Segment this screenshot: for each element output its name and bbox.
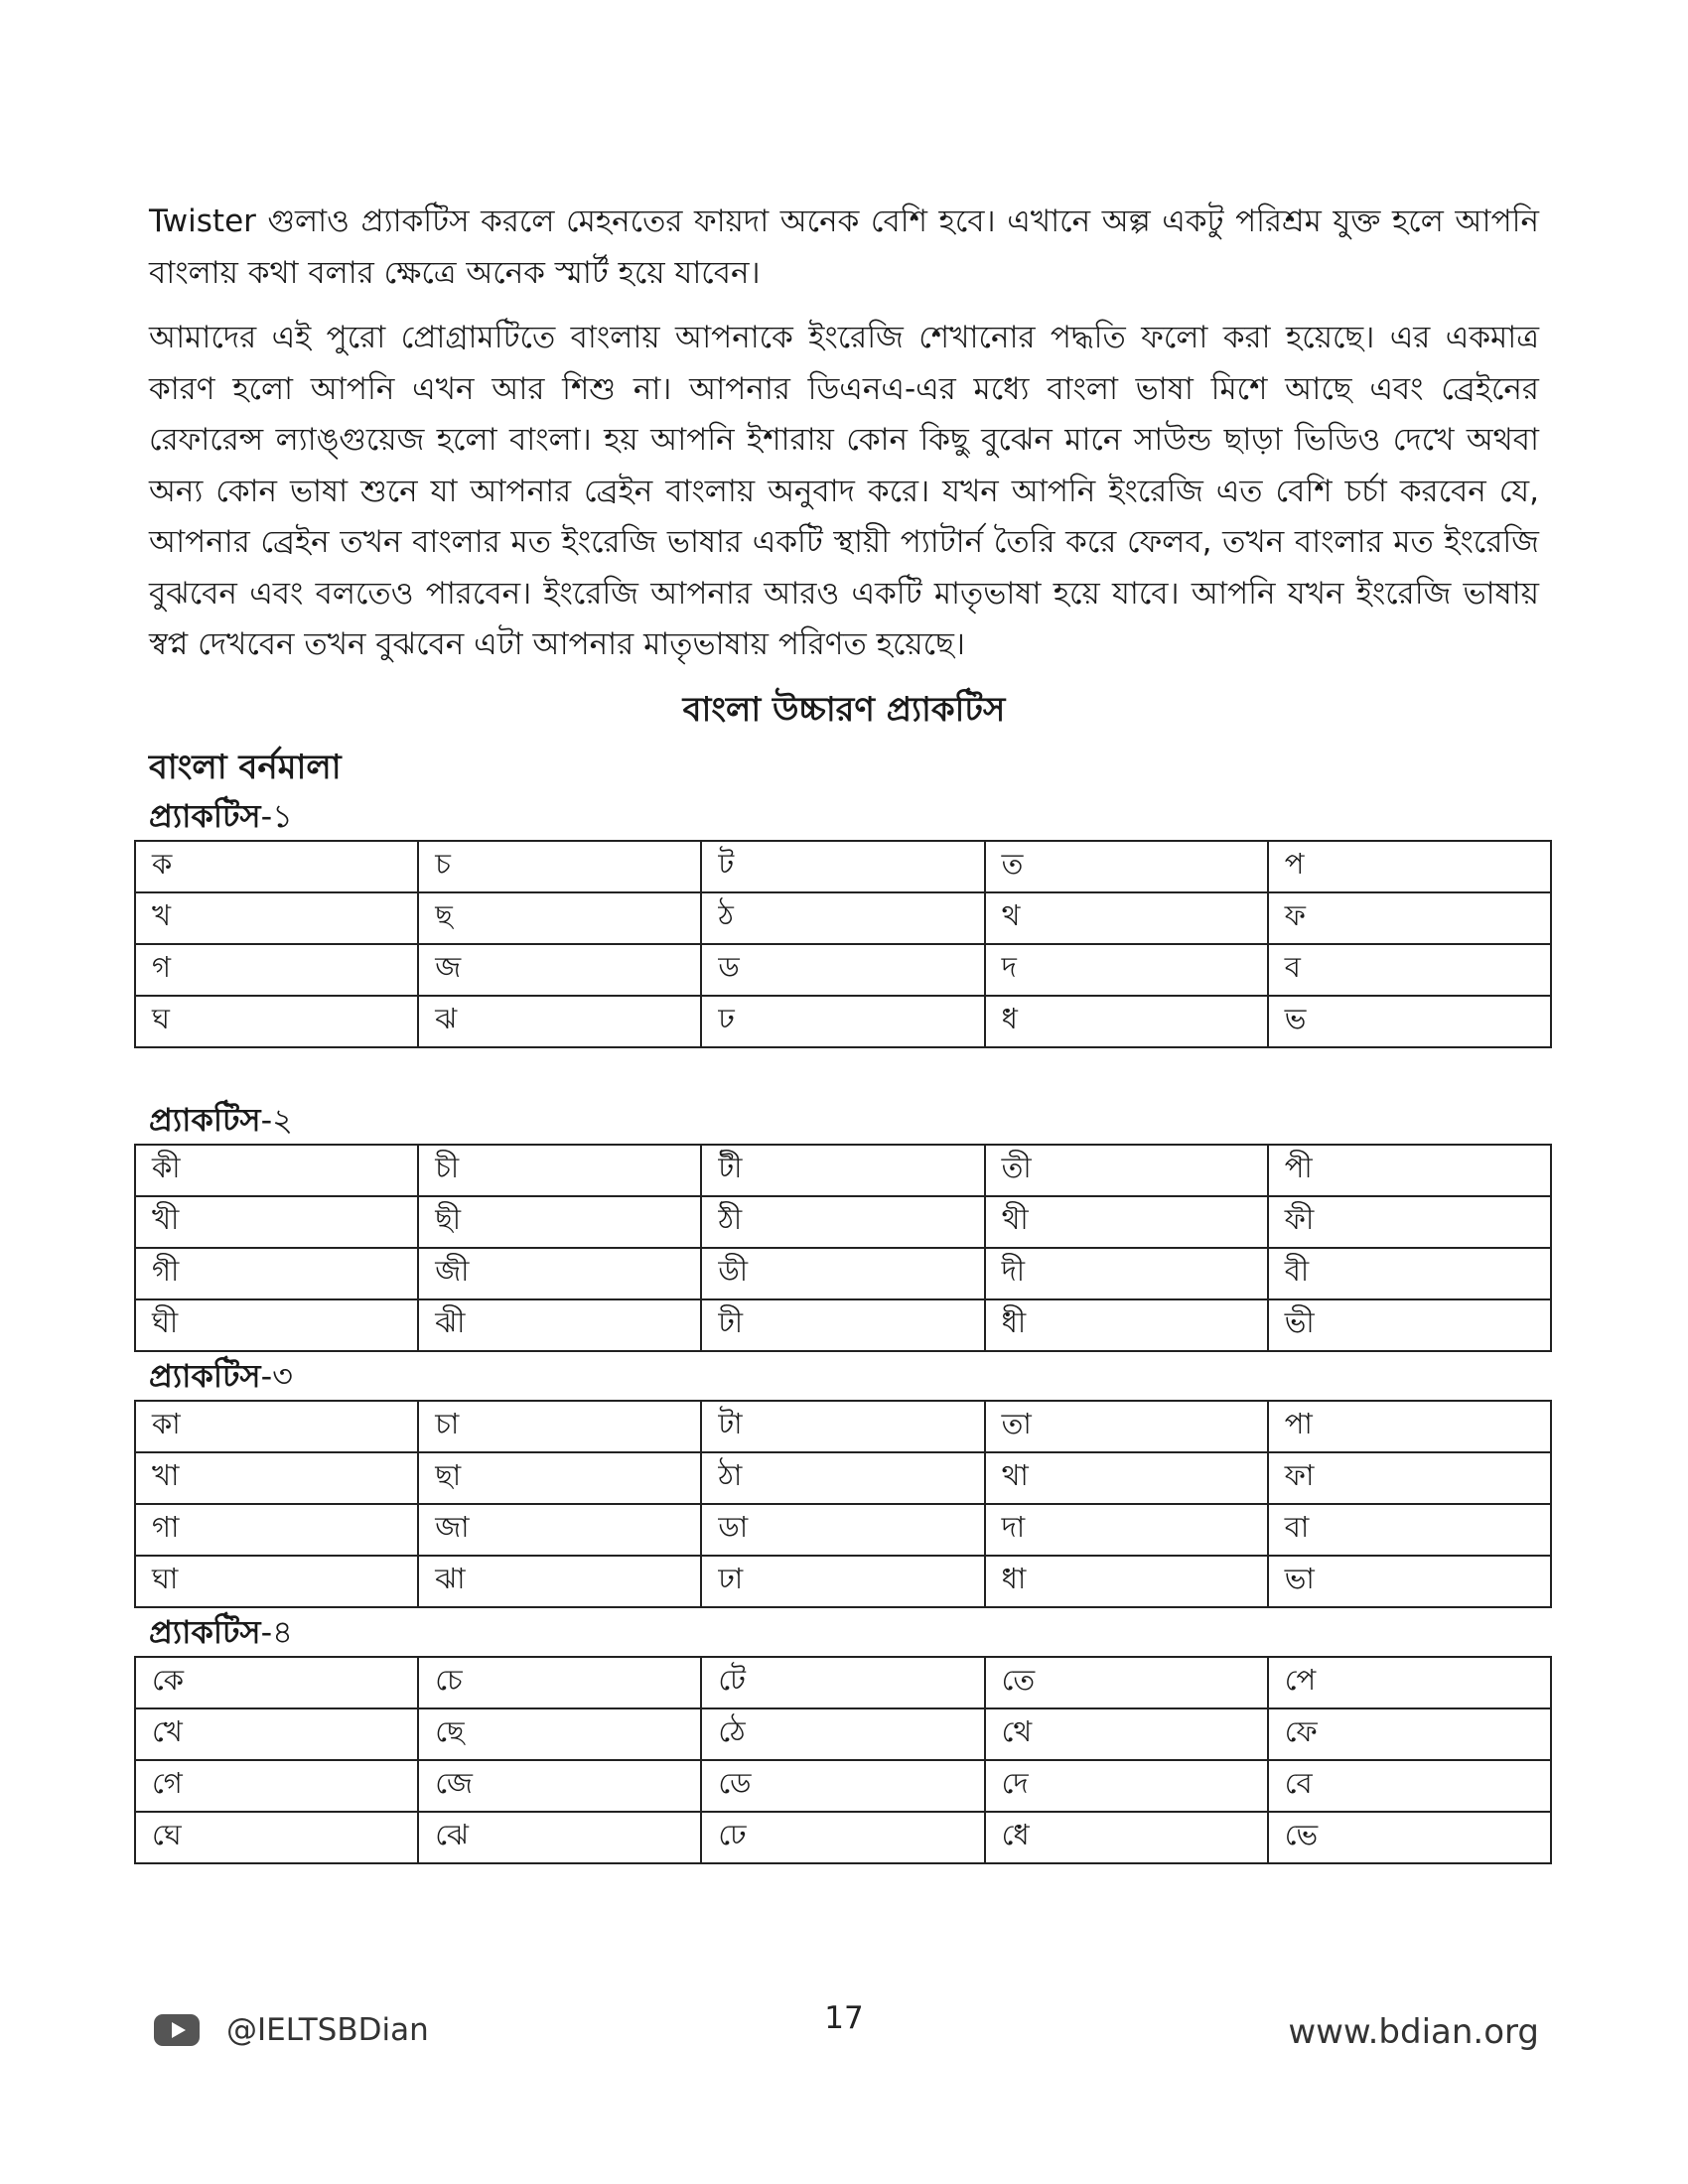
- practice-label-word: প্র্যাকটিস: [149, 1612, 261, 1651]
- table-row: [135, 1657, 1551, 1708]
- table-cell: ঠী: [701, 1196, 984, 1248]
- practice-label-word: প্র্যাকটিস: [149, 1100, 261, 1139]
- table-cell: দে: [985, 1760, 1268, 1812]
- table-cell: ফ: [1268, 892, 1551, 944]
- table-cell: ছী: [418, 1196, 701, 1248]
- table-row: [135, 996, 1551, 1047]
- table-cell: গী: [135, 1248, 418, 1299]
- table-row: [135, 1812, 1551, 1863]
- practice-label-number: -৪: [260, 1612, 293, 1651]
- table-cell: ফা: [1268, 1452, 1551, 1504]
- spacer: [149, 1048, 1539, 1096]
- table-cell: ঝা: [418, 1556, 701, 1607]
- table-cell: ঠ: [701, 892, 984, 944]
- table-cell: কী: [135, 1145, 418, 1196]
- table-cell: ছ: [418, 892, 701, 944]
- table-row: [135, 1145, 1551, 1196]
- table-cell: ছে: [418, 1708, 701, 1760]
- table-cell: ঠে: [701, 1708, 984, 1760]
- table-cell: ভী: [1268, 1299, 1551, 1351]
- table-cell: চ: [418, 841, 701, 892]
- table-cell: তা: [985, 1401, 1268, 1452]
- table-cell: পে: [1268, 1657, 1551, 1708]
- table-cell: পা: [1268, 1401, 1551, 1452]
- table-row: [135, 1196, 1551, 1248]
- table-cell: থী: [985, 1196, 1268, 1248]
- table-cell: ছা: [418, 1452, 701, 1504]
- table-cell: জ: [418, 944, 701, 996]
- website-link[interactable]: www.bdian.org: [1288, 2012, 1539, 2052]
- table-cell: ক: [135, 841, 418, 892]
- table-cell: ড: [701, 944, 984, 996]
- table-cell: ধা: [985, 1556, 1268, 1607]
- channel-handle[interactable]: @IELTSBDian: [226, 2012, 429, 2048]
- table-cell: ঝে: [418, 1812, 701, 1863]
- table-cell: ডী: [701, 1248, 984, 1299]
- table-cell: থা: [985, 1452, 1268, 1504]
- table-cell: খে: [135, 1708, 418, 1760]
- practice-label-word: প্র্যাকটিস: [149, 796, 261, 835]
- table-cell: ব: [1268, 944, 1551, 996]
- table-row: [135, 1708, 1551, 1760]
- table-cell: দা: [985, 1504, 1268, 1556]
- table-cell: বে: [1268, 1760, 1551, 1812]
- table-cell: ফে: [1268, 1708, 1551, 1760]
- practice-label-3: [149, 1352, 1539, 1400]
- table-cell: টী: [701, 1145, 984, 1196]
- table-cell: খ: [135, 892, 418, 944]
- table-cell: জা: [418, 1504, 701, 1556]
- table-cell: ঠা: [701, 1452, 984, 1504]
- table-cell: থ: [985, 892, 1268, 944]
- table-cell: ঢে: [701, 1812, 984, 1863]
- table-cell: ঢ: [701, 996, 984, 1047]
- practice-table-3: [134, 1400, 1552, 1608]
- table-row: [135, 841, 1551, 892]
- intro-paragraph-1: Twister গুলাও প্র্যাকটিস করলে মেহনতের ফায়দা অনেক বেশি হবে। এখানে অল্প একটু পরিশ্রম যুক্ত হলে আপনি বাংলায় কথা বলার ক্ষেত্রে অনেক স্মার্ট হয়ে যাবেন।: [149, 204, 1539, 291]
- practice-table-2: [134, 1144, 1552, 1352]
- practice-label-1: [149, 792, 1539, 840]
- table-row: [135, 944, 1551, 996]
- practice-label-number: -২: [260, 1100, 293, 1139]
- table-cell: ধে: [985, 1812, 1268, 1863]
- table-cell: চা: [418, 1401, 701, 1452]
- table-cell: তে: [985, 1657, 1268, 1708]
- table-row: [135, 1299, 1551, 1351]
- table-cell: গে: [135, 1760, 418, 1812]
- practice-label-2: [149, 1096, 1539, 1144]
- table-cell: ধী: [985, 1299, 1268, 1351]
- subsection-title: বাংলা বর্নমালা: [149, 747, 342, 787]
- table-cell: ত: [985, 841, 1268, 892]
- table-cell: ফী: [1268, 1196, 1551, 1248]
- table-cell: ঝ: [418, 996, 701, 1047]
- table-cell: ভ: [1268, 996, 1551, 1047]
- section-title: বাংলা উচ্চারণ প্র্যাকটিস: [682, 689, 1006, 730]
- table-cell: তী: [985, 1145, 1268, 1196]
- table-cell: ঢা: [701, 1556, 984, 1607]
- page-number: 17: [824, 2000, 864, 2036]
- table-cell: থে: [985, 1708, 1268, 1760]
- table-cell: গ: [135, 944, 418, 996]
- table-cell: চী: [418, 1145, 701, 1196]
- practice-label-number: -৩: [260, 1356, 293, 1395]
- page-content: [149, 197, 1539, 1864]
- table-row: [135, 892, 1551, 944]
- table-cell: প: [1268, 841, 1551, 892]
- table-row: [135, 1452, 1551, 1504]
- practice-label-number: -১: [260, 796, 293, 835]
- table-cell: পী: [1268, 1145, 1551, 1196]
- table-cell: ডা: [701, 1504, 984, 1556]
- table-cell: ঝী: [418, 1299, 701, 1351]
- page-footer: [0, 2000, 1688, 2060]
- table-cell: দ: [985, 944, 1268, 996]
- table-cell: জী: [418, 1248, 701, 1299]
- table-cell: টে: [701, 1657, 984, 1708]
- intro-paragraph-2: আমাদের এই পুরো প্রোগ্রামটিতে বাংলায় আপনাকে ইংরেজি শেখানোর পদ্ধতি ফলো করা হয়েছে। এর একমাত্র কারণ হলো আপনি এখন আর শিশু না। আপনার ডিএনএ-এর মধ্যে বাংলা ভাষা মিশে আছে এবং ব্রেইনের রেফারেন্স ল্যাঙ্গুয়েজ হলো বাংলা। হয় আপনি ইশারায় কোন কিছু বুঝেন মানে সাউন্ড ছাড়া ভিডিও দেখে অথবা অন্য কোন ভাষা শুনে যা আপনার ব্রেইন বাংলায় অনুবাদ করে। যখন আপনি ইংরেজি এত বেশি চর্চা করবেন যে, আপনার ব্রেইন তখন বাংলার মত ইংরেজি ভাষার একটি স্থায়ী প্যাটার্ন তৈরি করে ফেলব, তখন বাংলার মত ইংরেজি বুঝবেন এবং বলতেও পারবেন। ইংরেজি আপনার আরও একটি মাতৃভাষা হয়ে যাবে। আপনি যখন ইংরেজি ভাষায় স্বপ্ন দেখবেন তখন বুঝবেন এটা আপনার মাতৃভাষায় পরিণত হয়েছে।: [149, 320, 1539, 662]
- table-cell: ধ: [985, 996, 1268, 1047]
- table-cell: ভা: [1268, 1556, 1551, 1607]
- table-cell: বী: [1268, 1248, 1551, 1299]
- table-cell: ঘে: [135, 1812, 418, 1863]
- practice-table-1: [134, 840, 1552, 1048]
- table-cell: ঘী: [135, 1299, 418, 1351]
- practice-label-4: [149, 1608, 1539, 1656]
- table-cell: ঘা: [135, 1556, 418, 1607]
- table-row: [135, 1248, 1551, 1299]
- table-cell: জে: [418, 1760, 701, 1812]
- table-cell: গা: [135, 1504, 418, 1556]
- table-row: [135, 1556, 1551, 1607]
- table-cell: বা: [1268, 1504, 1551, 1556]
- table-cell: ভে: [1268, 1812, 1551, 1863]
- table-cell: দী: [985, 1248, 1268, 1299]
- table-cell: ঘ: [135, 996, 418, 1047]
- table-cell: কে: [135, 1657, 418, 1708]
- table-cell: টা: [701, 1401, 984, 1452]
- practice-label-word: প্র্যাকটিস: [149, 1356, 261, 1395]
- table-row: [135, 1760, 1551, 1812]
- table-cell: খী: [135, 1196, 418, 1248]
- table-cell: ট: [701, 841, 984, 892]
- table-cell: ডে: [701, 1760, 984, 1812]
- table-cell: কা: [135, 1401, 418, 1452]
- practice-table-4: [134, 1656, 1552, 1864]
- table-cell: ঢী: [701, 1299, 984, 1351]
- table-cell: খা: [135, 1452, 418, 1504]
- table-row: [135, 1401, 1551, 1452]
- table-row: [135, 1504, 1551, 1556]
- table-cell: চে: [418, 1657, 701, 1708]
